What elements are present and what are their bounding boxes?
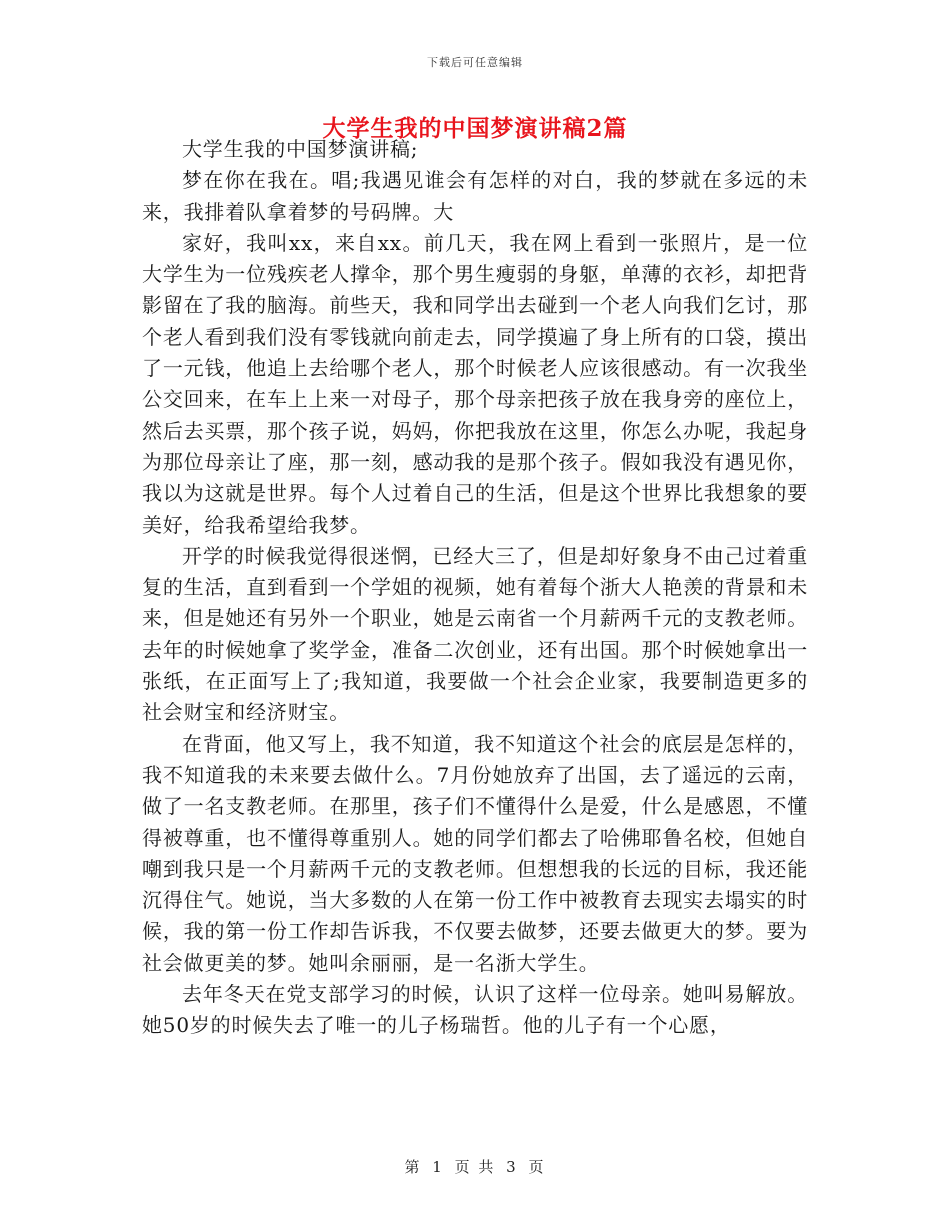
paragraph-3: 家好，我叫xx，来自xx。前几天，我在网上看到一张照片，是一位大学生为一位残疾老人撑伞，那个男生瘦弱的身躯，单薄的衣衫，却把背影留在了我的脑海。前些天，我和同学出去碰到一个老人向我们乞讨，那个老人看到我们没有零钱就向前走去，同学摸遍了身上所有的口袋，摸出了一元钱，他追上去给哪个老人，那个时候老人应该很感动。有一次我坐公交回来，在车上上来一对母子，那个母亲把孩子放在我身旁的座位上，然后去买票，那个孩子说，妈妈，你把我放在这里，你怎么办呢，我起身为那位母亲让了座，那一刻，感动我的是那个孩子。假如我没有遇见你，我以为这就是世界。每个人过着自己的生活，但是这个世界比我想象的要美好，给我希望给我梦。: [142, 230, 808, 537]
page-middle: 页 共: [454, 1158, 496, 1176]
paragraph-1: 大学生我的中国梦演讲稿;: [182, 137, 419, 161]
paragraph-4: 开学的时候我觉得很迷惘，已经大三了，但是却好象身不由己过着重复的生活，直到看到一个学姐的视频，她有着每个浙大人艳羡的背景和未来，但是她还有另外一个职业，她是云南省一个月薪两千元的支教老师。去年的时候她拿了奖学金，准备二次创业，还有出国。那个时候她拿出一张纸，在正面写上了;我知道，我要做一个社会企业家，我要制造更多的社会财宝和经济财宝。: [142, 543, 808, 725]
document-title: 大学生我的中国梦演讲稿2篇: [322, 115, 628, 142]
page-footer: [0, 1156, 950, 1177]
page-suffix: 页: [528, 1158, 546, 1176]
paragraph-2: 梦在你在我在。唱;我遇见谁会有怎样的对白，我的梦就在多远的未来，我排着队拿着梦的号码牌。大: [142, 168, 808, 224]
page-number: 1: [432, 1158, 444, 1176]
page-prefix: 第: [404, 1158, 422, 1176]
page-total: 3: [506, 1158, 518, 1176]
paragraph-6: 去年冬天在党支部学习的时候，认识了这样一位母亲。她叫易解放。她50岁的时候失去了唯一的儿子杨瑞哲。他的儿子有一个心愿，: [142, 982, 808, 1038]
document-body: [142, 134, 808, 1042]
header-note: 下载后可任意编辑: [427, 56, 523, 69]
paragraph-5: 在背面，他又写上，我不知道，我不知道这个社会的底层是怎样的，我不知道我的未来要去做什么。7月份她放弃了出国，去了遥远的云南，做了一名支教老师。在那里，孩子们不懂得什么是爱，什么是感恩，不懂得被尊重，也不懂得尊重别人。她的同学们都去了哈佛耶鲁名校，但她自嘲到我只是一个月薪两千元的支教老师。但想想我的长远的目标，我还能沉得住气。她说，当大多数的人在第一份工作中被教育去现实去塌实的时候，我的第一份工作却告诉我，不仅要去做梦，还要去做更大的梦。要为社会做更美的梦。她叫余丽丽，是一名浙大学生。: [142, 731, 808, 975]
